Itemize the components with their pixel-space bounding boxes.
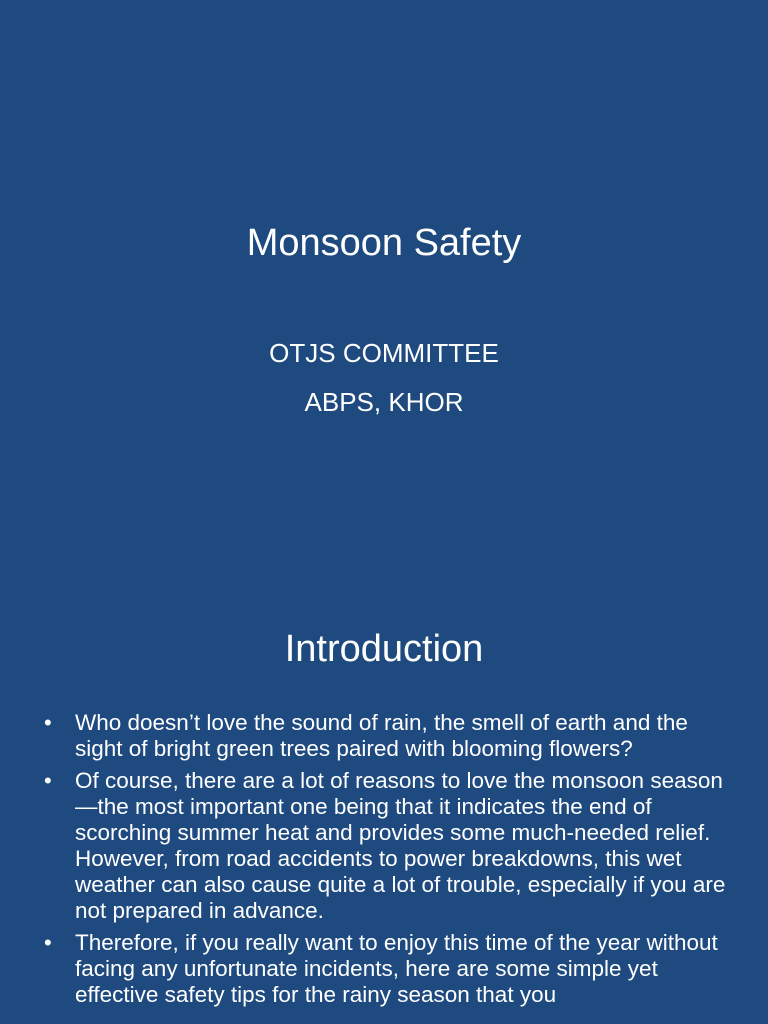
bullet-text: Of course, there are a lot of reasons to love the monsoon season—the most important one being that it indicates the end of scorching summer heat and provides some much-needed relief. However, from road accidents to power breakdowns, this wet weather can also cause quite a lot of trouble, especially if you are not prepared in advance. <box>75 768 726 923</box>
bullet-item <box>0 768 768 924</box>
bullet-item <box>0 930 768 1008</box>
committee-name: OTJS COMMITTEE <box>269 338 499 368</box>
bullet-icon: • <box>44 768 52 793</box>
bullet-text: Who doesn’t love the sound of rain, the smell of earth and the sight of bright green trees paired with blooming flowers? <box>75 710 688 761</box>
introduction-slide <box>0 576 768 1024</box>
slide-title: Monsoon Safety <box>246 222 522 264</box>
school-location: ABPS, KHOR <box>304 387 464 417</box>
bullet-list <box>0 710 768 1014</box>
introduction-heading: Introduction <box>284 628 484 670</box>
bullet-text: Therefore, if you really want to enjoy this time of the year without facing any unfortunate incidents, here are some simple yet effective safety tips for the rainy season that you <box>75 930 718 1007</box>
bullet-icon: • <box>44 930 52 955</box>
bullet-icon: • <box>44 710 52 735</box>
bullet-item <box>0 710 768 762</box>
